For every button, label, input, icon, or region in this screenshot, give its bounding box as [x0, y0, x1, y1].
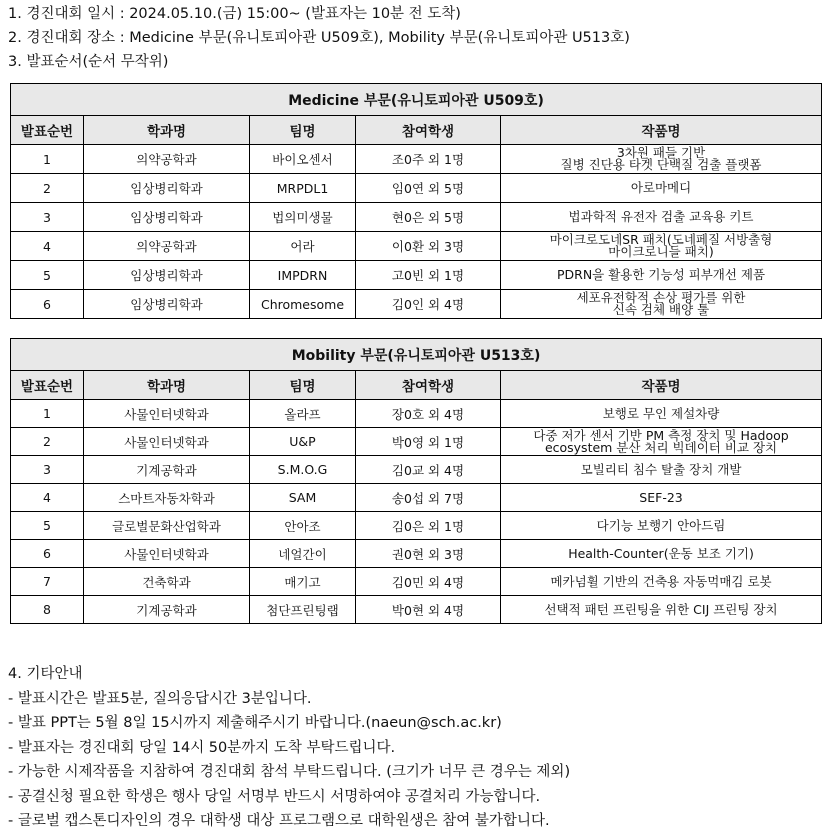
table-row: [11, 203, 822, 232]
row-dept-cell: 글로벌문화산업학과: [84, 512, 250, 540]
note-item: - 가능한 시제작품을 지참하여 경진대회 참석 부탁드립니다. (크기가 너무 큰 경우는 제외): [8, 764, 571, 780]
row-dept-cell: 의약공학과: [84, 232, 250, 261]
col-header-student: 참여학생: [356, 116, 501, 145]
row-student-cell: 송0섭 외 7명: [356, 484, 501, 512]
table-row: [11, 145, 822, 174]
row-student-cell: 이0환 외 3명: [356, 232, 501, 261]
row-student-cell: 고0빈 외 1명: [356, 261, 501, 290]
row-order-cell: 4: [11, 484, 84, 512]
row-dept-cell: 기계공학과: [84, 596, 250, 624]
row-work-cell: [501, 540, 822, 568]
row-team-cell: U&P: [250, 428, 356, 456]
row-order-cell: 1: [11, 400, 84, 428]
row-team-cell: 올라프: [250, 400, 356, 428]
work-title-line: 보행로 무인 제설차량: [602, 405, 720, 421]
work-title-line: 법과학적 유전자 검출 교육용 키트: [568, 209, 754, 224]
row-student-cell: 박0영 외 1명: [356, 428, 501, 456]
row-dept-cell: 기계공학과: [84, 456, 250, 484]
work-title-line: SEF-23: [639, 489, 683, 505]
row-order-cell: 3: [11, 203, 84, 232]
row-student-cell: 조0주 외 1명: [356, 145, 501, 174]
row-student-cell: 권0현 외 3명: [356, 540, 501, 568]
row-dept-cell: 임상병리학과: [84, 174, 250, 203]
row-work-cell: [501, 174, 822, 203]
row-student-cell: 박0현 외 4명: [356, 596, 501, 624]
row-order-cell: 4: [11, 232, 84, 261]
table-row: [11, 484, 822, 512]
row-order-cell: 8: [11, 596, 84, 624]
row-order-cell: 6: [11, 290, 84, 319]
intro-section: [8, 2, 630, 74]
work-title-line: 모빌리티 침수 탈출 장치 개발: [580, 461, 742, 477]
row-team-cell: S.M.O.G: [250, 456, 356, 484]
row-dept-cell: 스마트자동차학과: [84, 484, 250, 512]
row-dept-cell: 의약공학과: [84, 145, 250, 174]
work-title-line: 마이크로니들 패치): [608, 244, 714, 259]
work-title-line: ecosystem 분산 처리 빅데이터 비교 장치: [544, 439, 778, 455]
col-header-work: 작품명: [501, 371, 822, 400]
row-team-cell: 매기고: [250, 568, 356, 596]
work-title-line: 아로마메디: [630, 180, 692, 195]
row-student-cell: 김0교 외 4명: [356, 456, 501, 484]
note-item: - 발표 PPT는 5월 8일 15시까지 제출해주시기 바랍니다.(naeun@sch.ac.kr): [8, 715, 502, 731]
table-row: [11, 290, 822, 319]
work-title-line: 다중 저가 센서 기반 PM 측정 장치 및 Hadoop: [533, 427, 789, 443]
col-header-work: 작품명: [501, 116, 822, 145]
table-row: [11, 261, 822, 290]
row-student-cell: 현0은 외 5명: [356, 203, 501, 232]
work-title-line: 신속 검체 배양 툴: [612, 302, 710, 317]
row-work-cell: [501, 484, 822, 512]
row-dept-cell: 사물인터넷학과: [84, 400, 250, 428]
col-header-dept: 학과명: [84, 371, 250, 400]
presentation-order-line: 3. 발표순서(순서 무작위): [8, 54, 169, 70]
notes-heading: 4. 기타안내: [8, 666, 83, 682]
row-team-cell: 첨단프린팅랩: [250, 596, 356, 624]
row-team-cell: 안아조: [250, 512, 356, 540]
col-header-dept: 학과명: [84, 116, 250, 145]
row-order-cell: 7: [11, 568, 84, 596]
table-row: [11, 456, 822, 484]
col-header-team: 팀명: [250, 116, 356, 145]
row-team-cell: 바이오센서: [250, 145, 356, 174]
row-dept-cell: 건축학과: [84, 568, 250, 596]
row-team-cell: SAM: [250, 484, 356, 512]
col-header-student: 참여학생: [356, 371, 501, 400]
event-location-line: 2. 경진대회 장소 : Medicine 부문(유니토피아관 U509호), Mobility 부문(유니토피아관 U513호): [8, 30, 630, 46]
work-title-line: 메카넘휠 기반의 건축용 자동먹매김 로봇: [550, 573, 772, 589]
table-row: [11, 428, 822, 456]
row-work-cell: [501, 290, 822, 319]
row-work-cell: [501, 456, 822, 484]
row-student-cell: 김0은 외 1명: [356, 512, 501, 540]
work-title-line: 다기능 보행기 안아드림: [596, 517, 726, 533]
table-row: [11, 540, 822, 568]
row-order-cell: 6: [11, 540, 84, 568]
row-work-cell: [501, 145, 822, 174]
row-order-cell: 5: [11, 512, 84, 540]
note-item: - 발표시간은 발표5분, 질의응답시간 3분입니다.: [8, 690, 312, 707]
note-item: - 글로벌 캡스톤디자인의 경우 대학생 대상 프로그램으로 대학원생은 참여 불가합니다.: [8, 813, 550, 829]
col-header-team: 팀명: [250, 371, 356, 400]
mobility-table-title: Mobility 부문(유니토피아관 U513호): [11, 339, 822, 371]
table-row: [11, 174, 822, 203]
row-team-cell: Chromesome: [250, 290, 356, 319]
row-team-cell: 어라: [250, 232, 356, 261]
row-dept-cell: 사물인터넷학과: [84, 540, 250, 568]
row-dept-cell: 임상병리학과: [84, 290, 250, 319]
row-dept-cell: 임상병리학과: [84, 261, 250, 290]
row-work-cell: [501, 512, 822, 540]
medicine-table: [10, 83, 822, 319]
work-title-line: 마이크로도네SR 패치(도네페질 서방출형: [549, 232, 773, 247]
row-student-cell: 김0인 외 4명: [356, 290, 501, 319]
table-row: [11, 596, 822, 624]
row-work-cell: [501, 428, 822, 456]
row-work-cell: [501, 400, 822, 428]
row-order-cell: 2: [11, 174, 84, 203]
work-title-line: 질병 진단용 타겟 단백질 검출 플랫폼: [560, 157, 762, 172]
row-dept-cell: 사물인터넷학과: [84, 428, 250, 456]
row-order-cell: 5: [11, 261, 84, 290]
row-student-cell: 장0호 외 4명: [356, 400, 501, 428]
row-team-cell: IMPDRN: [250, 261, 356, 290]
event-datetime-line: 1. 경진대회 일시 : 2024.05.10.(금) 15:00~ (발표자는 10분 전 도착): [8, 6, 461, 22]
row-work-cell: [501, 568, 822, 596]
row-order-cell: 2: [11, 428, 84, 456]
medicine-table-title: Medicine 부문(유니토피아관 U509호): [11, 84, 822, 116]
row-team-cell: 네얼간이: [250, 540, 356, 568]
row-student-cell: 김0민 외 4명: [356, 568, 501, 596]
row-work-cell: [501, 596, 822, 624]
work-title-line: PDRN을 활용한 기능성 피부개선 제품: [556, 267, 766, 282]
row-work-cell: [501, 232, 822, 261]
work-title-line: 선택적 패턴 프린팅을 위한 CIJ 프린팅 장치: [544, 601, 778, 617]
col-header-order: 발표순번: [11, 116, 84, 145]
row-work-cell: [501, 203, 822, 232]
row-team-cell: 법의미생물: [250, 203, 356, 232]
table-row: [11, 400, 822, 428]
mobility-table: [10, 338, 822, 624]
row-student-cell: 임0연 외 5명: [356, 174, 501, 203]
row-team-cell: MRPDL1: [250, 174, 356, 203]
work-title-line: 세포유전학적 손상 평가를 위한: [576, 290, 746, 305]
notes-section: [8, 662, 570, 834]
row-work-cell: [501, 261, 822, 290]
row-dept-cell: 임상병리학과: [84, 203, 250, 232]
note-item: - 공결신청 필요한 학생은 행사 당일 서명부 반드시 서명하여야 공결처리 가능합니다.: [8, 788, 541, 805]
table-row: [11, 232, 822, 261]
table-row: [11, 512, 822, 540]
col-header-order: 발표순번: [11, 371, 84, 400]
table-row: [11, 568, 822, 596]
work-title-line: Health-Counter(운동 보조 기기): [568, 545, 754, 561]
note-item: - 발표자는 경진대회 당일 14시 50분까지 도착 부탁드립니다.: [8, 739, 396, 756]
work-title-line: 3차원 패들 기반: [616, 145, 706, 160]
row-order-cell: 1: [11, 145, 84, 174]
row-order-cell: 3: [11, 456, 84, 484]
